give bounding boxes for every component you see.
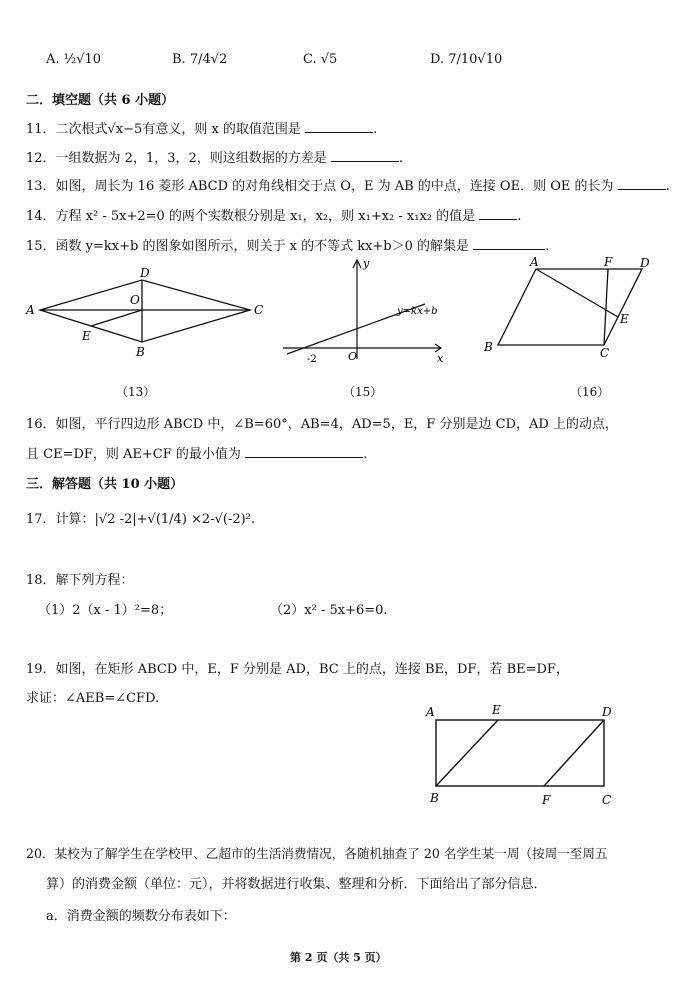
label-b: B [430,791,439,805]
question-18-part2: （2）x² - 5x+6=0. [270,603,388,618]
parallelogram-outline [498,269,642,345]
segment-df [544,720,604,786]
label-a: A [530,255,539,269]
question-17: 17．计算：|√2 -2|+√(1/4) ×2-√(-2)². [26,512,256,527]
choice-a: A. ½√10 [46,52,102,67]
question-11-text: 11．二次根式√x−5有意义，则 x 的取值范围是 [26,122,301,137]
section3-title: 三．解答题（共 10 小题） [26,477,184,492]
question-14-text: 14．方程 x² - 5x+2=0 的两个实数根分别是 x₁，x₂，则 x₁+x₂ - x₁x₂ 的值是 [26,209,476,224]
question-18-title: 18．解下列方程： [26,573,134,588]
question-19-line2: 求证：∠AEB=∠CFD. [26,691,160,706]
label-c: C [600,346,610,360]
label-function: y=kx+b [397,306,438,317]
label-c: C [602,793,612,807]
answer-blank [331,149,399,162]
label-y: y [363,257,370,270]
question-14: 14．方程 x² - 5x+2=0 的两个实数根分别是 x₁，x₂，则 x₁+x₂ - x₁x₂ 的值是 . [26,209,522,224]
question-16-line2: 且 CE=DF，则 AE+CF 的最小值为 . [26,447,368,462]
figure-13-caption: （13） [116,385,156,399]
question-20-line1: 20．某校为了解学生在学校甲、乙超市的生活消费情况，各随机抽查了 20 名学生某一周（按周一至周五 [26,846,608,861]
label-f: F [542,793,551,807]
label-f: F [604,255,613,269]
page-footer: 第 2 页（共 5 页） [290,951,387,964]
segment-cf [604,269,608,345]
question-12: 12．一组数据为 2，1，3，2，则这组数据的方差是 . [26,151,404,166]
label-d: D [140,266,150,280]
answer-blank [473,237,545,250]
figure-15-graph [275,254,450,364]
label-b: B [136,345,145,359]
rhombus-outline [40,280,250,342]
label-a: A [26,303,35,317]
label-e: E [82,329,91,343]
answer-blank [479,207,517,220]
label-d: D [602,705,612,719]
question-13-text: 13．如图，周长为 16 菱形 ABCD 的对角线相交于点 O，E 为 AB 的中点，连接 OE．则 OE 的长为 [26,179,614,194]
answer-blank [305,120,373,133]
question-15: 15．函数 y=kx+b 的图象如图所示，则关于 x 的不等式 kx+b＞0 的解集是 . [26,239,550,254]
label-o: O [130,293,140,307]
figure-16-caption: （16） [570,385,610,399]
question-19-line1: 19．如图，在矩形 ABCD 中，E，F 分别是 AD，BC 上的点，连接 BE，DF，若 BE=DF， [26,662,569,677]
question-12-text: 12．一组数据为 2，1，3，2，则这组数据的方差是 [26,151,327,166]
segment-oe [91,310,142,326]
label-x: x [437,352,444,364]
figure-13-rhombus [22,262,272,362]
question-13: 13．如图，周长为 16 菱形 ABCD 的对角线相交于点 O，E 为 AB 的中点，连接 OE．则 OE 的长为 . [26,179,670,194]
question-15-text: 15．函数 y=kx+b 的图象如图所示，则关于 x 的不等式 kx+b＞0 的解集是 [26,239,470,254]
label-c: C [254,303,264,317]
question-16-text: 且 CE=DF，则 AE+CF 的最小值为 [26,447,241,462]
choice-c: C. √5 [303,52,338,67]
label-a: A [426,705,435,719]
segment-be [436,720,498,786]
answer-blank [245,445,363,458]
choice-d: D. 7/10√10 [430,52,503,67]
figure-16-parallelogram [480,255,660,360]
label-e: E [492,703,501,717]
answer-blank [618,177,666,190]
rectangle-outline [436,720,604,786]
choice-b: B. 7/4√2 [172,52,228,67]
label-d: D [640,256,650,270]
question-20-line3: a．消费金额的频数分布表如下： [46,909,236,924]
question-18-part1: （1）2（x - 1）²=8； [38,603,173,618]
figure-15-caption: （15） [343,385,383,399]
label-e: E [620,312,629,326]
figure-19-rectangle [422,700,622,812]
question-11: 11．二次根式√x−5有意义，则 x 的取值范围是 . [26,122,378,137]
label-b: B [484,340,493,354]
question-16-line1: 16．如图，平行四边形 ABCD 中，∠B=60°，AB=4，AD=5，E，F 分别是边 CD，AD 上的动点， [26,417,618,432]
question-20-line2: 算）的消费金额（单位：元），并将数据进行收集、整理和分析．下面给出了部分信息． [46,877,547,892]
label-minus-2: -2 [307,354,317,364]
section2-title: 二．填空题（共 6 小题） [26,93,175,108]
label-origin: O [348,350,358,363]
